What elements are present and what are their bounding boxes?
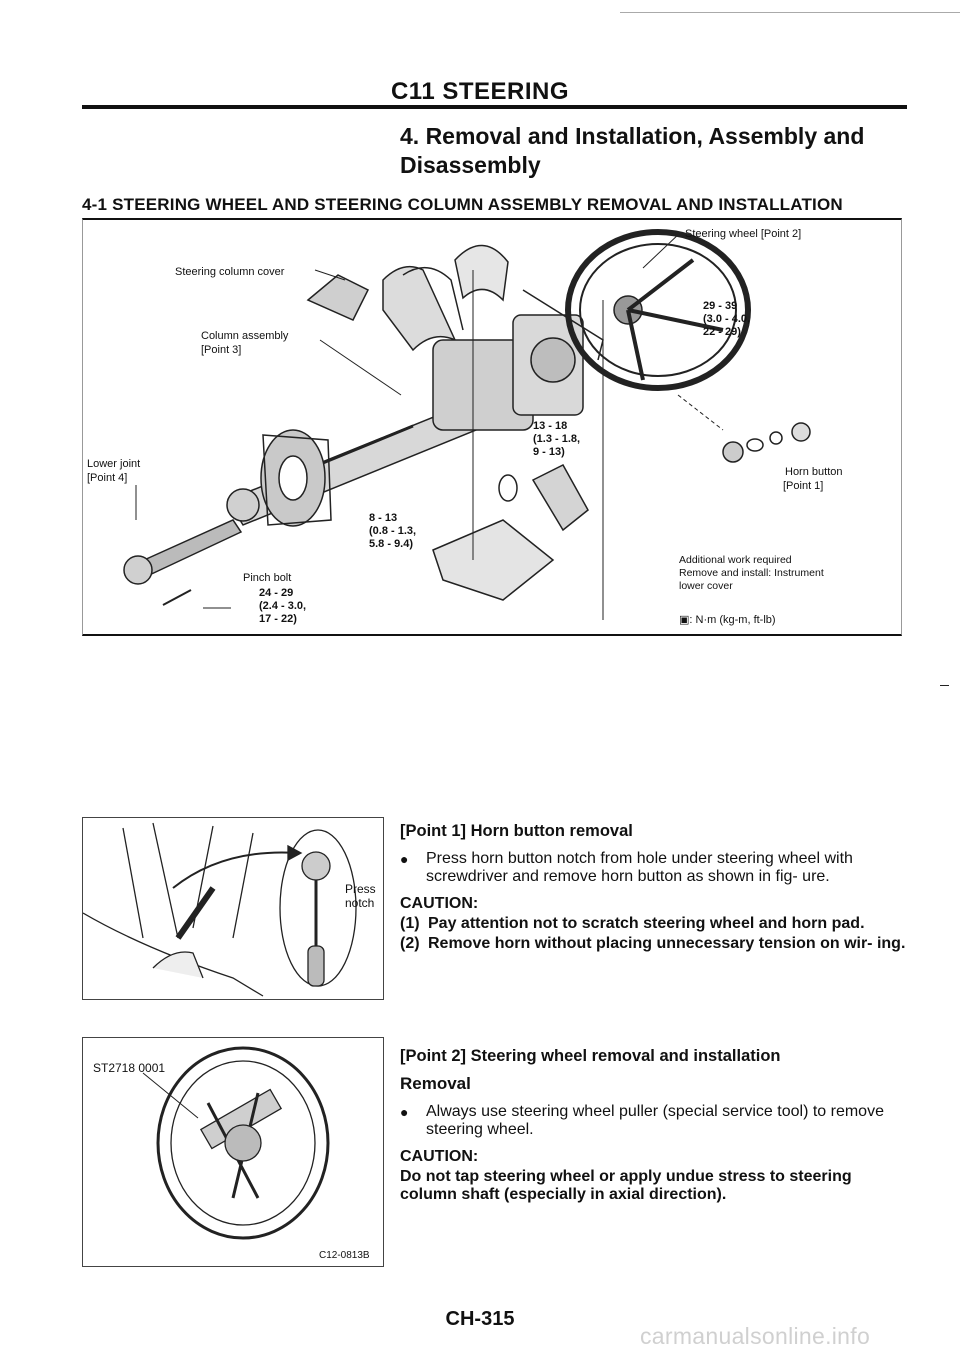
torque-unit-legend-text: : N·m (kg-m, ft-lb) [689,614,776,626]
point1-caution-item-1 [400,915,912,933]
page-number: CH-315 [445,1308,515,1330]
section-title-line2: Disassembly [400,152,541,178]
item-number: (1) [400,915,420,932]
torque-unit-legend [679,614,776,627]
point2-section [400,1047,912,1204]
torque-2-kgm: (1.3 - 1.8, [533,433,581,445]
torque-4-kgm: (2.4 - 3.0, [259,600,307,612]
point1-section [400,822,912,955]
label-horn-button-point: [Point 1] [783,480,824,492]
label-lower-joint-point: [Point 4] [87,472,128,484]
point1-bullet-text: Press horn button notch from hole under steering wheel with screwdriver and remove horn button as shown in fig- ure. [426,850,853,885]
label-lower-joint: Lower joint [87,458,141,470]
horn-button-removal-figure [82,817,384,1000]
torque-2 [533,420,580,459]
margin-mark [940,685,949,686]
section-title-line1: 4. Removal and Installation, Assembly and [400,123,865,149]
torque-1-nm: 29 - 39 [703,300,738,312]
label-steering-column-cover: Steering column cover [175,266,285,278]
torque-1 [703,300,750,339]
point2-subheading: Removal [400,1074,471,1093]
top-edge-line [620,12,960,13]
label-column-assembly: Column assembly [201,330,289,342]
steering-wheel-puller-figure [82,1037,384,1267]
point2-caution-text: Do not tap steering wheel or apply undue stress to steering column shaft (especially in axial direction). [400,1168,852,1203]
label-tool-number: ST2718 0001 [93,1061,166,1075]
label-horn-button: Horn button [785,466,843,478]
point1-caution-item-2 [400,935,912,953]
point1-bullet [400,850,912,886]
torque-3-nm: 8 - 13 [369,512,398,524]
label-additional-cover: lower cover [679,580,733,592]
label-steering-wheel: Steering wheel [Point 2] [685,228,802,240]
item-text: Pay attention not to scratch steering wheel and horn pad. [428,915,865,932]
label-notch: notch [345,896,375,910]
torque-3 [369,512,416,551]
item-text: Remove horn without placing unnecessary tension on wir- ing. [428,935,906,952]
label-pinch-bolt: Pinch bolt [243,572,292,584]
torque-1-ftlb: 22 - 29) [703,326,741,338]
bullet-icon: ● [400,851,409,867]
subsection-title: 4-1 STEERING WHEEL AND STEERING COLUMN ASSEMBLY REMOVAL AND INSTALLATION [82,195,843,214]
point2-bullet [400,1103,912,1139]
torque-4 [259,587,306,626]
point2-bullet-text: Always use steering wheel puller (special service tool) to remove steering wheel. [426,1103,884,1138]
page-header-title: C11 STEERING [390,78,570,105]
watermark: carmanualsonline.info [640,1323,871,1349]
item-number: (2) [400,935,420,952]
point2-caution-label: CAUTION: [400,1148,479,1165]
label-additional-work: Additional work required [679,554,792,566]
point1-heading: [Point 1] Horn button removal [400,822,633,840]
torque-2-nm: 13 - 18 [533,420,568,432]
label-press: Press [345,882,376,896]
label-additional-remove: Remove and install: Instrument [679,567,824,579]
torque-1-kgm: (3.0 - 4.0, [703,313,751,325]
label-column-assembly-point: [Point 3] [201,344,242,356]
bullet-icon: ● [400,1104,409,1120]
torque-wrench-icon: ▣ [679,614,690,626]
point1-caution-label: CAUTION: [400,895,479,912]
torque-4-ftlb: 17 - 22) [259,613,297,625]
label-figure-code: C12-0813B [319,1250,370,1261]
section-title [400,122,870,180]
horn-button-removal-drawing [83,818,382,998]
header-rule [82,105,907,109]
torque-2-ftlb: 9 - 13) [533,446,565,458]
steering-assembly-diagram [82,218,902,636]
torque-3-kgm: (0.8 - 1.3, [369,525,417,537]
torque-4-nm: 24 - 29 [259,587,294,599]
torque-3-ftlb: 5.8 - 9.4) [369,538,414,550]
point2-heading: [Point 2] Steering wheel removal and installation [400,1047,781,1065]
